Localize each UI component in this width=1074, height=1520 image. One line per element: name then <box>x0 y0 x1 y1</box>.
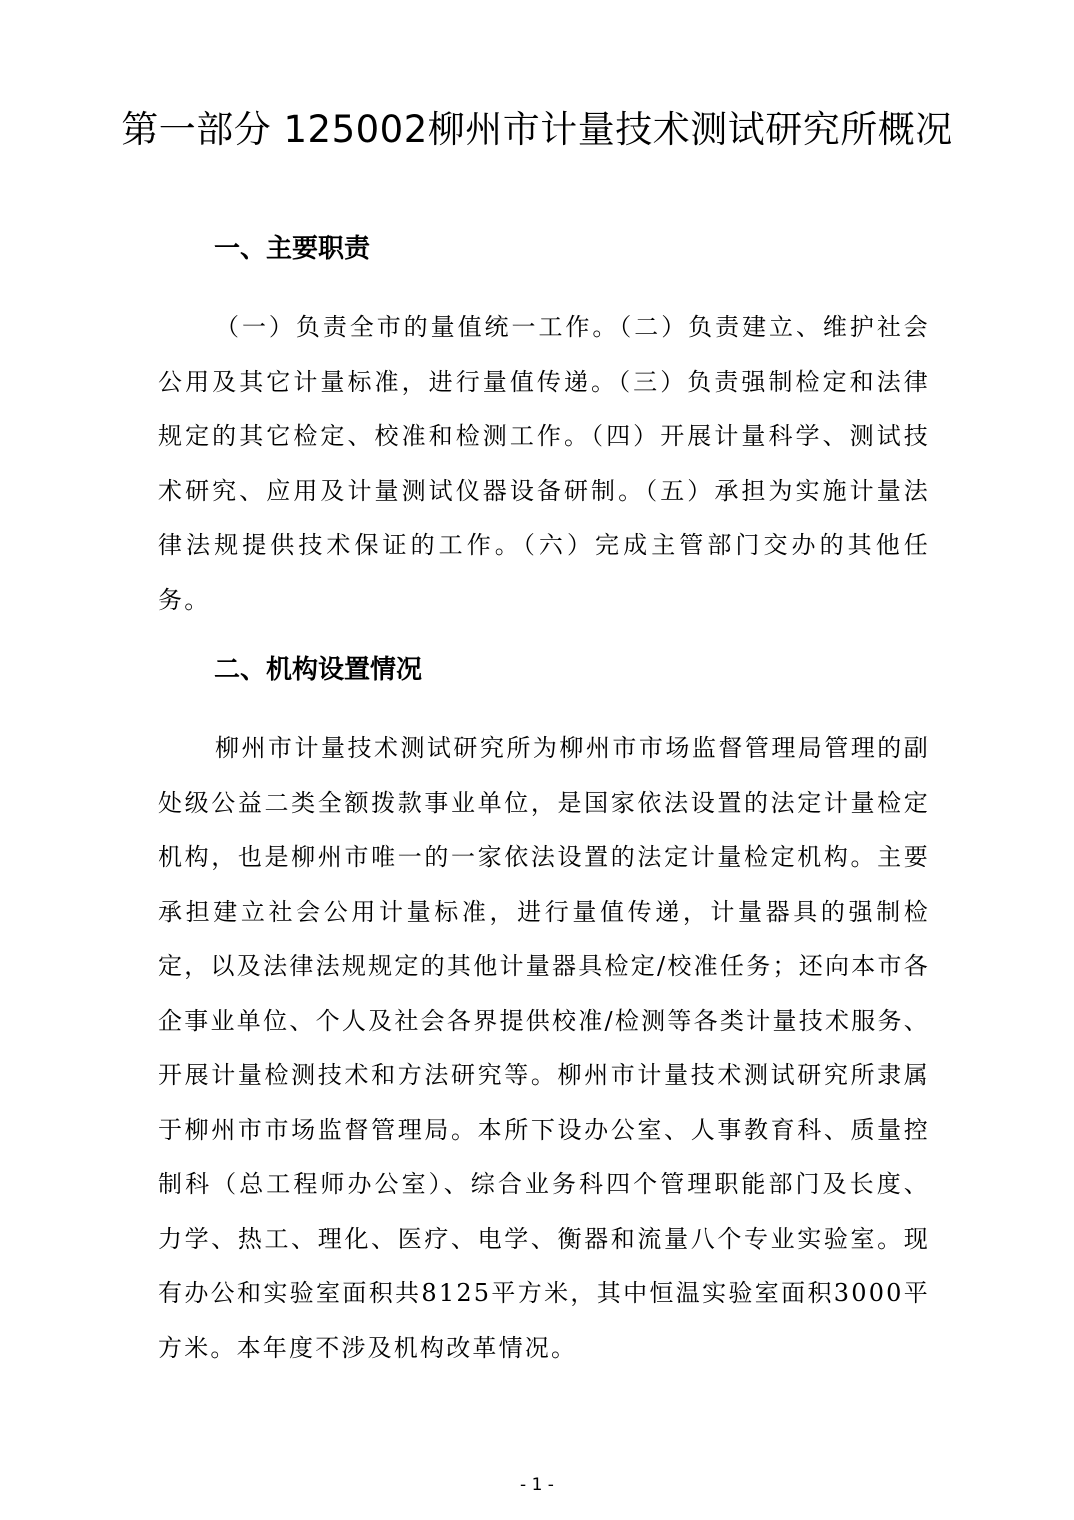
document-title: 第一部分 125002柳州市计量技术测试研究所概况 <box>121 108 953 151</box>
section-paragraph-main-duties: （一）负责全市的量值统一工作。（二）负责建立、维护社会公用及其它计量标准，进行量值传递。（三）负责强制检定和法律规定的其它检定、校准和检测工作。（四）开展计量科学、测试技术研究、应用及计量测试仪器设备研制。（五）承担为实施计量法律法规提供技术保证的工作。（六）完成主管部门交办的其他任务。 <box>158 313 930 614</box>
section-heading-main-duties: 一、主要职责 <box>214 234 371 264</box>
section-paragraph-organization: 柳州市计量技术测试研究所为柳州市市场监督管理局管理的副处级公益二类全额拨款事业单位，是国家依法设置的法定计量检定机构，也是柳州市唯一的一家依法设置的法定计量检定机构。主要承担建立社会公用计量标准，进行量值传递，计量器具的强制检定，以及法律法规规定的其他计量器具检定/校准任务；还向本市各企事业单位、个人及社会各界提供校准/检测等各类计量技术服务、开展计量检测技术和方法研究等。柳州市计量技术测试研究所隶属于柳州市市场监督管理局。本所下设办公室、人事教育科、质量控制科（总工程师办公室）、综合业务科四个管理职能部门及长度、力学、热工、理化、医疗、电学、衡器和流量八个专业实验室。现有办公和实验室面积共8125平方米，其中恒温实验室面积3000平方米。本年度不涉及机构改革情况。 <box>158 734 930 1362</box>
section-heading-organization: 二、机构设置情况 <box>214 655 423 685</box>
page-number: - 1 - <box>520 1475 554 1495</box>
